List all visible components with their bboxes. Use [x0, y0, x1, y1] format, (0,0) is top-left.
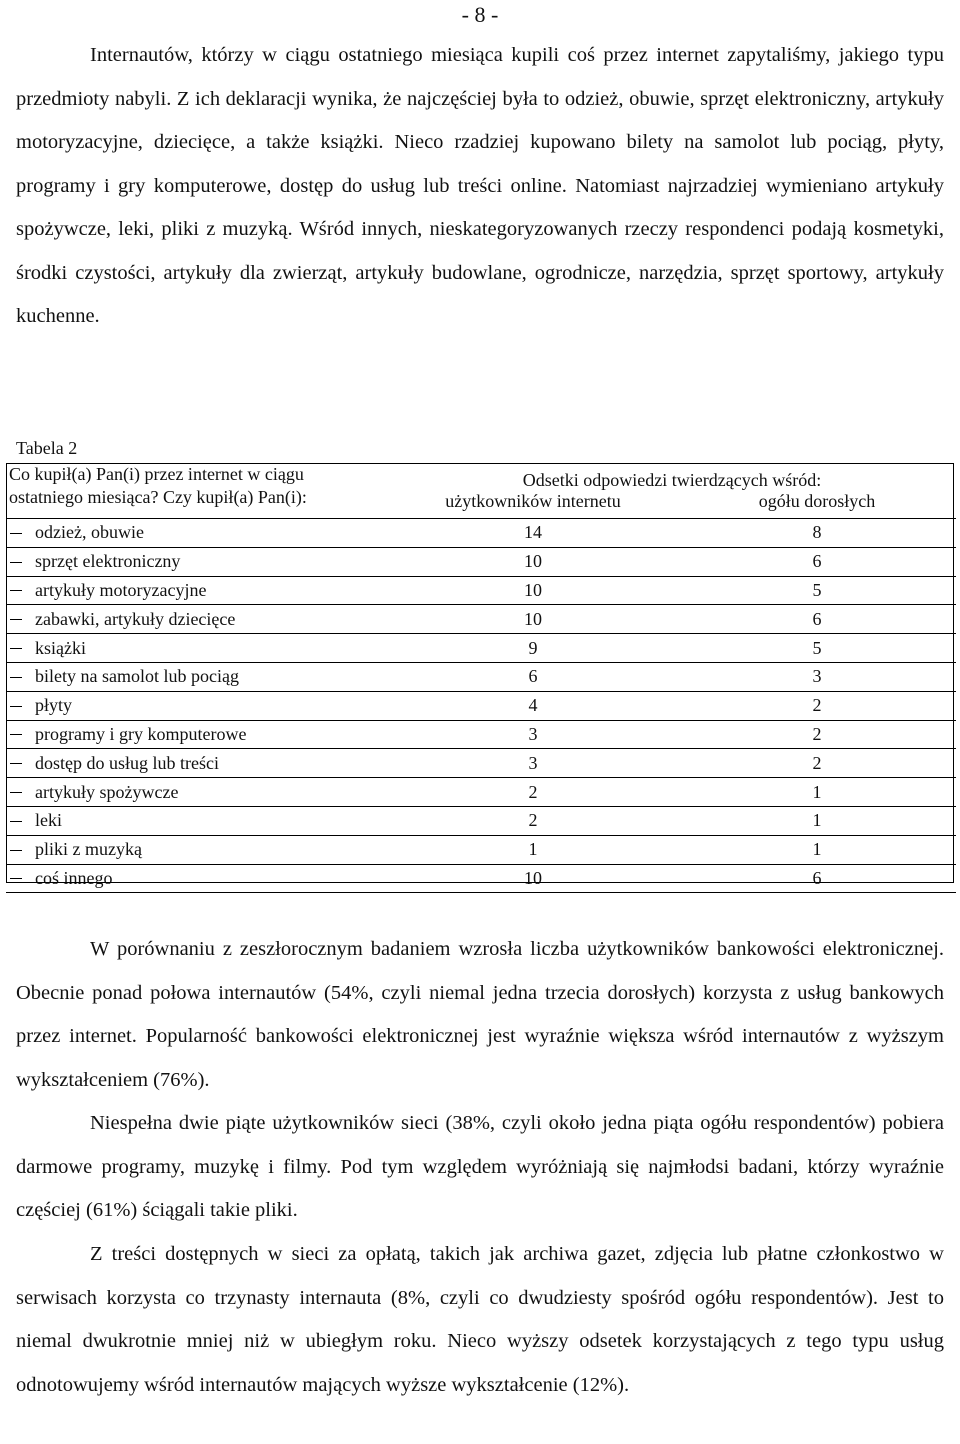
- row-label: [6, 576, 388, 605]
- row-label-text: zabawki, artykuły dziecięce: [35, 608, 236, 629]
- value-internet-users: 1: [388, 835, 678, 864]
- paragraph-purchases: Internautów, którzy w ciągu ostatniego miesiąca kupili coś przez internet zapytaliśmy, jakiego typu przedmioty nabyli. Z ich deklaracji wynika, że najczęściej była to odzież, obuwie, sprzęt elektroniczny, artykuły motoryzacyjne, dziecięce, a także książki. Nieco rzadziej kupowano bilety na samolot lub pociąg, płyty, programy i gry komputerowe, dostęp do usług lub treści online. Natomiast najrzadziej wymieniano artykuły spożywcze, leki, pliki z muzyką. Wśród innych, nieskategoryzowanych rzeczy respondenci podają kosmetyki, środki czystości, artykuły dla zwierząt, artykuły budowlane, ogrodnicze, narzędzia, sprzęt sportowy, artykuły kuchenne.: [16, 44, 944, 327]
- row-label-text: coś innego: [35, 867, 113, 888]
- row-label-text: odzież, obuwie: [35, 522, 144, 543]
- row-label: [6, 749, 388, 778]
- row-label: [6, 662, 388, 691]
- group-header: Odsetki odpowiedzi twierdzących wśród:: [522, 470, 822, 490]
- table-header-row: [6, 463, 956, 491]
- col-header-internet-users: użytkowników internetu: [445, 491, 621, 511]
- value-internet-users: 2: [388, 778, 678, 807]
- value-internet-users: 6: [388, 662, 678, 691]
- value-internet-users: 10: [388, 605, 678, 634]
- dash-bullet-icon: [10, 763, 22, 764]
- value-all-adults: 2: [678, 749, 956, 778]
- value-internet-users: 4: [388, 691, 678, 720]
- value-all-adults: 1: [678, 806, 956, 835]
- table-row: [6, 720, 956, 749]
- value-internet-users: 10: [388, 576, 678, 605]
- table-row: [6, 519, 956, 548]
- table-row: [6, 605, 956, 634]
- row-label: [6, 864, 388, 893]
- table-row: [6, 634, 956, 663]
- table-row: [6, 749, 956, 778]
- row-label-text: płyty: [35, 695, 73, 716]
- value-all-adults: 6: [678, 864, 956, 893]
- table-row: [6, 864, 956, 893]
- row-label: [6, 806, 388, 835]
- row-label-text: programy i gry komputerowe: [35, 723, 247, 744]
- table-row: [6, 576, 956, 605]
- purchases-table: [6, 463, 956, 893]
- value-internet-users: 9: [388, 634, 678, 663]
- row-label-text: książki: [35, 637, 86, 658]
- value-internet-users: 2: [388, 806, 678, 835]
- value-all-adults: 2: [678, 720, 956, 749]
- col-header-all-adults: ogółu dorosłych: [758, 491, 876, 511]
- paragraph-paid-content: Z treści dostępnych w sieci za opłatą, takich jak archiwa gazet, zdjęcia lub płatne członkostwo w serwisach korzysta co trzynasty internauta (8%, czyli co dwudziesty spośród ogółu respondentów). Jest to niemal dwukrotnie mniej niż w ubiegłym roku. Nieco wyższy odsetek korzystających z tego typu usług odnotowujemy wśród internautów mających wyższe wykształcenie (12%).: [16, 1243, 944, 1396]
- table-row: [6, 547, 956, 576]
- dash-bullet-icon: [10, 821, 22, 822]
- value-internet-users: 10: [388, 864, 678, 893]
- dash-bullet-icon: [10, 706, 22, 707]
- row-label-text: sprzęt elektroniczny: [35, 551, 181, 572]
- table-caption: Tabela 2: [16, 438, 78, 458]
- row-label-text: pliki z muzyką: [35, 839, 142, 860]
- row-label: [6, 547, 388, 576]
- table-body: [6, 519, 956, 893]
- row-label: [6, 835, 388, 864]
- table-row: [6, 806, 956, 835]
- row-label-text: leki: [35, 810, 62, 831]
- page-number: - 8 -: [461, 2, 499, 27]
- row-header-line1: Co kupił(a) Pan(i) przez internet w ciągu: [9, 464, 304, 484]
- value-all-adults: 1: [678, 835, 956, 864]
- dash-bullet-icon: [10, 878, 22, 879]
- dash-bullet-icon: [10, 619, 22, 620]
- value-all-adults: 8: [678, 519, 956, 548]
- row-label-text: artykuły spożywcze: [35, 781, 179, 802]
- row-label: [6, 778, 388, 807]
- table-row: [6, 835, 956, 864]
- value-internet-users: 3: [388, 720, 678, 749]
- row-label: [6, 691, 388, 720]
- dash-bullet-icon: [10, 792, 22, 793]
- value-internet-users: 3: [388, 749, 678, 778]
- paragraph-downloads: Niespełna dwie piąte użytkowników sieci (38%, czyli około jedna piąta ogółu respondentów) pobiera darmowe programy, muzykę i filmy. Pod tym względem wyróżniają się najmłodsi badani, którzy wyraźnie częściej (61%) ściągali takie pliki.: [16, 1112, 944, 1221]
- dash-bullet-icon: [10, 677, 22, 678]
- value-all-adults: 6: [678, 605, 956, 634]
- row-label-text: artykuły motoryzacyjne: [35, 579, 207, 600]
- row-label: [6, 634, 388, 663]
- value-all-adults: 1: [678, 778, 956, 807]
- row-label: [6, 605, 388, 634]
- row-label: [6, 720, 388, 749]
- value-all-adults: 6: [678, 547, 956, 576]
- table-row: [6, 691, 956, 720]
- row-header-line2: ostatniego miesiąca? Czy kupił(a) Pan(i):: [9, 487, 307, 507]
- paragraph-banking: W porównaniu z zeszłorocznym badaniem wzrosła liczba użytkowników bankowości elektronicznej. Obecnie ponad połowa internautów (54%, czyli niemal jedna trzecia dorosłych) korzysta z usług bankowych przez internet. Popularność bankowości elektronicznej jest wyraźnie większa wśród internautów z wyższym wykształceniem (76%).: [16, 938, 944, 1091]
- row-header: [6, 463, 388, 518]
- table-row: [6, 662, 956, 691]
- dash-bullet-icon: [10, 533, 22, 534]
- dash-bullet-icon: [10, 590, 22, 591]
- value-internet-users: 10: [388, 547, 678, 576]
- dash-bullet-icon: [10, 734, 22, 735]
- row-label: [6, 519, 388, 548]
- table-row: [6, 778, 956, 807]
- dash-bullet-icon: [10, 562, 22, 563]
- dash-bullet-icon: [10, 850, 22, 851]
- value-internet-users: 14: [388, 519, 678, 548]
- row-label-text: bilety na samolot lub pociąg: [35, 666, 239, 687]
- value-all-adults: 5: [678, 576, 956, 605]
- value-all-adults: 3: [678, 662, 956, 691]
- value-all-adults: 5: [678, 634, 956, 663]
- dash-bullet-icon: [10, 648, 22, 649]
- value-all-adults: 2: [678, 691, 956, 720]
- row-label-text: dostęp do usług lub treści: [35, 752, 219, 773]
